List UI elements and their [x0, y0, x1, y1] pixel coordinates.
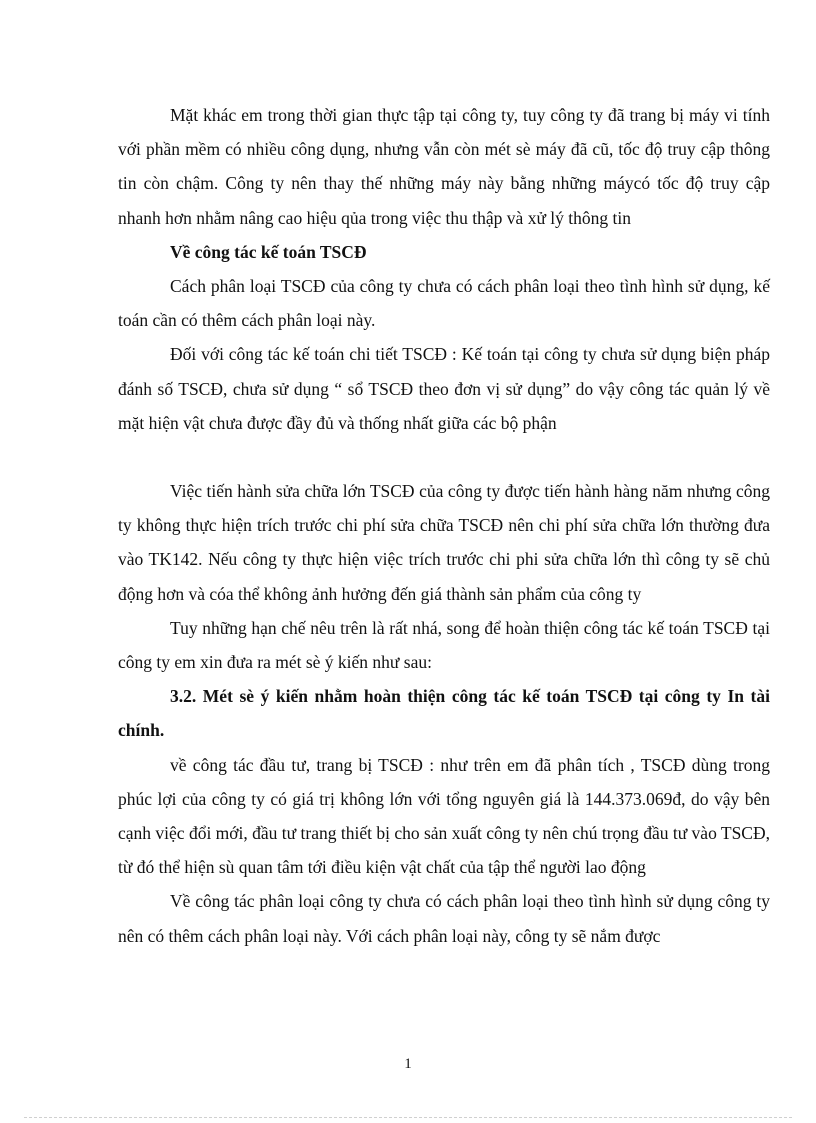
document-page	[118, 98, 770, 953]
blank-line	[118, 440, 770, 474]
paragraph-limitations: Tuy những hạn chế nêu trên là rất nhá, song để hoàn thiện công tác kế toán TSCĐ tại công ty em xin đưa ra mét sè ý kiến như sau:	[118, 617, 770, 673]
paragraph-categorization: Về công tác phân loại công ty chưa có cách phân loại theo tình hình sử dụng công ty nên có thêm cách phân loại này. Với cách phân loại này, công ty sẽ nắm được	[118, 891, 770, 946]
paragraph-investment: về công tác đầu tư, trang bị TSCĐ : như trên em đã phân tích , TSCĐ dùng trong phúc lợi của công ty có giá trị không lớn với tổng nguyên giá là 144.373.069đ, do vậy bên cạnh việc đổi mới, đầu tư trang thiết bị cho sản xuất công ty nên chú trọng đầu tư vào TSCĐ, từ đó thể hiện sù quan tâm tới điều kiện vật chất của tập thể người lao động	[118, 754, 770, 878]
paragraph-repair: Việc tiến hành sửa chữa lớn TSCĐ của công ty được tiến hành hàng năm nhưng công ty không thực hiện trích trước chi phí sửa chữa TSCĐ nên chi phí sửa chữa lớn thường đưa vào TK142. Nếu công ty thực hiện việc trích trước chi phi sửa chữa lớn thì công ty sẽ chủ động hơn và cóa thể không ảnh hưởng đến giá thành sản phẩm của công ty	[118, 481, 770, 604]
heading-fixed-assets-accounting: Về công tác kế toán TSCĐ	[170, 241, 367, 262]
paragraph-detail-accounting: Đối với công tác kế toán chi tiết TSCĐ : Kế toán tại công ty chưa sử dụng biện pháp đánh số TSCĐ, chưa sử dụng “ sổ TSCĐ theo đơn vị sử dụng” do vậy công tác quản lý về mặt hiện vật chưa được đầy đủ và thống nhất giữa các bộ phận	[118, 344, 770, 433]
page-bottom-divider	[24, 1117, 792, 1118]
page-number: 1	[404, 1056, 412, 1072]
paragraph-classification: Cách phân loại TSCĐ của công ty chưa có cách phân loại theo tình hình sử dụng, kế toán cần có thêm cách phân loại này.	[118, 276, 770, 331]
section-title-3-2: 3.2. Mét sè ý kiến nhằm hoàn thiện công tác kế toán TSCĐ tại công ty In tài chính.	[118, 686, 770, 741]
paragraph-computers: Mặt khác em trong thời gian thực tập tại công ty, tuy công ty đã trang bị máy vi tính với phần mềm có nhiều công dụng, nhưng vẫn còn mét sè máy đã cũ, tốc độ truy cập thông tin còn chậm. Công ty nên thay thế những máy này bằng những máycó tốc độ truy cập nhanh hơn nhằm nâng cao hiệu qủa trong việc thu thập và xử lý thông tin	[118, 105, 770, 228]
